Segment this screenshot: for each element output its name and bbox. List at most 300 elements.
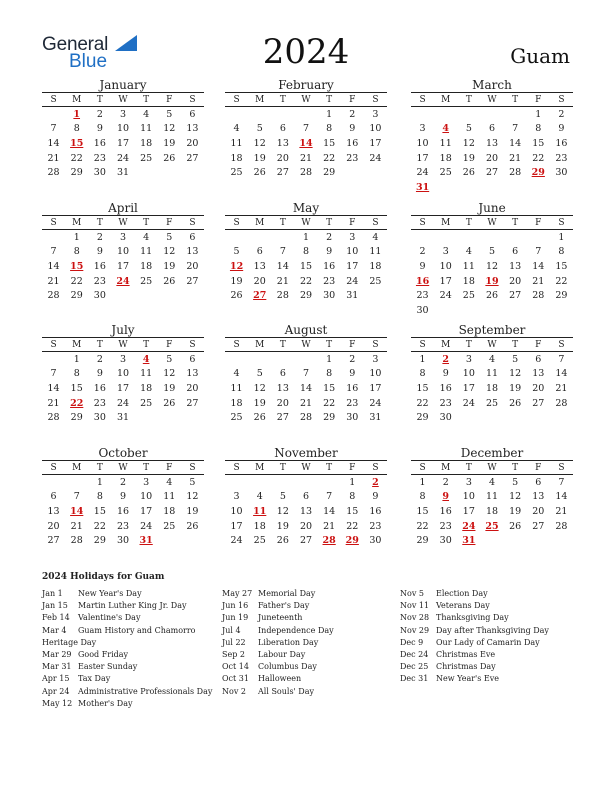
holiday-row [400, 612, 582, 624]
day-cell: 25 [230, 412, 243, 424]
day-cell: 4 [233, 368, 240, 380]
holiday-day-cell: 22 [70, 397, 84, 409]
holiday-day-cell: 28 [322, 535, 336, 547]
day-cell: 7 [535, 246, 542, 258]
empty-cell [504, 533, 527, 548]
week-row [225, 533, 387, 548]
week-row [42, 122, 204, 137]
empty-cell [225, 230, 248, 245]
week-row [411, 288, 573, 303]
day-cell: 8 [419, 491, 426, 503]
day-cell: 2 [326, 231, 333, 243]
weekday-header: T [504, 461, 527, 475]
week-row [411, 490, 573, 505]
month-title: December [460, 446, 524, 460]
empty-cell [42, 107, 65, 122]
day-cell: 18 [369, 260, 382, 272]
week-row [42, 230, 204, 245]
weekday-header: W [480, 216, 503, 230]
holiday-row [42, 673, 220, 685]
day-cell: 14 [323, 505, 336, 517]
weekday-header: T [504, 338, 527, 352]
day-cell: 29 [70, 290, 83, 302]
day-cell: 1 [302, 231, 310, 243]
holiday-row [400, 673, 582, 685]
empty-cell [457, 180, 480, 195]
holiday-date: Jan 1 [42, 589, 63, 598]
weekday-header: W [480, 461, 503, 475]
day-cell: 24 [369, 152, 382, 164]
day-cell: 3 [419, 123, 426, 135]
weekday-header: T [318, 461, 341, 475]
month-october [42, 446, 204, 548]
empty-cell [65, 475, 88, 490]
holiday-date: Nov 2 [222, 686, 246, 696]
day-cell: 18 [485, 505, 499, 517]
empty-cell [457, 303, 480, 318]
week-row [225, 107, 387, 122]
day-cell: 18 [140, 260, 153, 272]
day-cell: 25 [485, 397, 499, 409]
holiday-date: Jul 22 [222, 637, 246, 647]
holiday-name: Thanksgiving Day [436, 613, 509, 623]
day-cell: 2 [558, 108, 565, 120]
day-cell: 24 [416, 167, 429, 179]
day-cell: 20 [186, 137, 199, 149]
day-cell: 29 [70, 167, 83, 179]
empty-cell [158, 165, 181, 180]
holiday-name: Memorial Day [258, 589, 316, 598]
month-september [411, 323, 573, 425]
holiday-row [42, 600, 220, 612]
day-cell: 28 [299, 412, 313, 424]
day-cell: 14 [47, 382, 60, 394]
day-cell: 30 [323, 290, 336, 302]
day-cell: 25 [253, 535, 266, 547]
day-cell: 22 [532, 152, 545, 164]
day-cell: 26 [509, 520, 522, 532]
day-cell: 2 [96, 353, 103, 365]
holiday-row [222, 649, 398, 661]
empty-cell [181, 288, 204, 303]
weekday-header: S [181, 461, 204, 475]
day-cell: 7 [279, 246, 286, 258]
weekday-header: M [65, 93, 88, 107]
weekday-header: M [248, 216, 271, 230]
day-cell: 8 [558, 246, 565, 258]
weekday-header: S [225, 93, 248, 107]
day-cell: 17 [230, 520, 243, 532]
holiday-date: Apr 24 [42, 686, 70, 696]
month-title: June [478, 201, 506, 215]
holiday-row [400, 637, 582, 649]
day-cell: 4 [488, 476, 496, 488]
day-cell: 18 [230, 397, 243, 409]
weekday-header: F [527, 93, 550, 107]
month-title: February [278, 78, 334, 92]
empty-cell [550, 303, 573, 318]
day-cell: 17 [416, 152, 429, 164]
week-row [42, 381, 204, 396]
weekday-header: S [42, 461, 65, 475]
day-cell: 20 [186, 382, 199, 394]
week-row [411, 352, 573, 367]
weekday-header: T [457, 338, 480, 352]
month-may [225, 201, 387, 303]
weekday-header: W [294, 338, 317, 352]
month-title: March [472, 78, 512, 92]
holiday-date: Nov 28 [400, 613, 430, 623]
day-cell: 30 [439, 412, 452, 424]
weekday-header: T [271, 93, 294, 107]
day-cell: 1 [419, 476, 426, 488]
empty-cell [294, 475, 317, 490]
day-cell: 5 [488, 246, 496, 258]
day-cell: 19 [230, 275, 243, 287]
day-cell: 6 [256, 246, 263, 258]
day-cell: 3 [442, 246, 449, 258]
day-cell: 7 [302, 368, 310, 380]
empty-cell [480, 230, 503, 245]
day-cell: 26 [462, 167, 475, 179]
day-cell: 17 [140, 505, 153, 517]
weekday-header: S [550, 461, 573, 475]
day-cell: 19 [163, 260, 176, 272]
week-row [411, 504, 573, 519]
day-cell: 16 [93, 260, 106, 272]
day-cell: 4 [143, 108, 150, 120]
holiday-row [42, 612, 220, 624]
month-august [225, 323, 387, 425]
holiday-row [222, 661, 398, 673]
calendar-year: 2024 [262, 32, 350, 72]
day-cell: 24 [140, 520, 153, 532]
day-cell: 4 [143, 231, 150, 243]
weekday-header: M [434, 93, 457, 107]
day-cell: 30 [346, 412, 359, 424]
week-row [411, 230, 573, 245]
day-cell: 11 [230, 382, 243, 394]
weekday-header: T [457, 461, 480, 475]
day-cell: 13 [299, 505, 313, 517]
day-cell: 27 [485, 167, 499, 179]
day-cell: 13 [276, 382, 289, 394]
weekday-header: T [135, 461, 158, 475]
day-cell: 27 [532, 520, 545, 532]
day-cell: 29 [555, 290, 568, 302]
week-row [411, 165, 573, 180]
day-cell: 8 [349, 491, 356, 503]
week-row [225, 151, 387, 166]
empty-cell [480, 107, 503, 122]
weekday-header: T [457, 216, 480, 230]
day-cell: 8 [419, 368, 426, 380]
empty-cell [135, 410, 158, 425]
day-cell: 12 [509, 491, 522, 503]
day-cell: 5 [166, 231, 173, 243]
day-cell: 18 [140, 137, 153, 149]
day-cell: 18 [485, 382, 499, 394]
day-cell: 25 [140, 152, 153, 164]
holiday-row [400, 625, 582, 637]
day-cell: 8 [96, 491, 103, 503]
day-cell: 17 [346, 260, 359, 272]
weekday-header: F [158, 93, 181, 107]
day-cell: 22 [555, 275, 568, 287]
holiday-name: Good Friday [78, 649, 129, 659]
weekday-header: S [42, 216, 65, 230]
day-cell: 6 [189, 108, 196, 120]
day-cell: 6 [279, 123, 286, 135]
weekday-header: S [225, 338, 248, 352]
day-cell: 10 [416, 137, 429, 149]
empty-cell [434, 303, 457, 318]
month-table [225, 337, 387, 425]
holiday-row [42, 637, 220, 649]
day-cell: 26 [276, 535, 289, 547]
week-row [411, 107, 573, 122]
empty-cell [341, 165, 364, 180]
day-cell: 10 [462, 368, 475, 380]
weekday-header: T [88, 216, 111, 230]
day-cell: 23 [369, 520, 382, 532]
weekday-header: S [550, 216, 573, 230]
day-cell: 1 [419, 353, 426, 365]
week-row [225, 352, 387, 367]
day-cell: 28 [299, 167, 313, 179]
holiday-row [42, 698, 220, 710]
day-cell: 14 [532, 260, 545, 272]
day-cell: 31 [116, 412, 130, 424]
weekday-header: W [111, 93, 134, 107]
day-cell: 31 [116, 167, 130, 179]
weekday-header: T [271, 461, 294, 475]
day-cell: 28 [70, 535, 83, 547]
day-cell: 13 [47, 505, 60, 517]
logo-text-general: General [42, 34, 109, 55]
day-cell: 4 [488, 353, 496, 365]
day-cell: 13 [186, 368, 199, 380]
day-cell: 12 [163, 123, 176, 135]
month-march [411, 78, 573, 195]
empty-cell [42, 352, 65, 367]
day-cell: 11 [485, 368, 499, 380]
empty-cell [504, 107, 527, 122]
weekday-header: T [318, 338, 341, 352]
day-cell: 17 [439, 275, 452, 287]
week-row [411, 519, 573, 534]
day-cell: 13 [485, 137, 499, 149]
holiday-name: Guam History and Chamorro [78, 625, 196, 635]
holiday-day-cell: 4 [142, 353, 150, 365]
month-december [411, 446, 573, 548]
day-cell: 15 [299, 260, 313, 272]
day-cell: 17 [462, 382, 475, 394]
holidays-column [222, 588, 398, 698]
day-cell: 8 [326, 368, 333, 380]
week-row [42, 107, 204, 122]
day-cell: 4 [233, 123, 240, 135]
holiday-name: Day after Thanksgiving Day [436, 625, 549, 635]
empty-cell [225, 475, 248, 490]
day-cell: 15 [416, 505, 429, 517]
holiday-date: Jun 19 [222, 613, 249, 623]
weekday-header: S [411, 93, 434, 107]
holiday-row [222, 686, 398, 698]
weekday-header: M [248, 93, 271, 107]
week-row [42, 259, 204, 274]
day-cell: 3 [143, 476, 150, 488]
day-cell: 4 [256, 491, 263, 503]
day-cell: 3 [372, 108, 379, 120]
week-row [42, 504, 204, 519]
day-cell: 31 [369, 412, 382, 424]
day-cell: 17 [116, 260, 130, 272]
day-cell: 14 [299, 382, 313, 394]
empty-cell [457, 107, 480, 122]
weekday-header: M [248, 461, 271, 475]
day-cell: 29 [93, 535, 106, 547]
weekday-header: M [65, 338, 88, 352]
weekday-header: M [248, 338, 271, 352]
day-cell: 24 [116, 397, 130, 409]
holiday-day-cell: 31 [139, 535, 153, 547]
weekday-header: M [434, 461, 457, 475]
holiday-name: Heritage Day [42, 637, 97, 647]
week-row [225, 136, 387, 151]
holiday-name: Mother's Day [78, 698, 133, 708]
week-row [225, 396, 387, 411]
day-cell: 24 [116, 152, 130, 164]
holidays-title: 2024 Holidays for Guam [42, 572, 165, 582]
day-cell: 18 [140, 382, 153, 394]
day-cell: 9 [326, 246, 333, 258]
day-cell: 26 [253, 412, 266, 424]
day-cell: 14 [47, 137, 60, 149]
day-cell: 28 [509, 167, 522, 179]
day-cell: 20 [253, 275, 266, 287]
holiday-name: Christmas Day [436, 662, 496, 672]
weekday-header: T [504, 93, 527, 107]
day-cell: 5 [166, 353, 173, 365]
empty-cell [434, 230, 457, 245]
day-cell: 22 [416, 520, 429, 532]
empty-cell [181, 533, 204, 548]
week-row [225, 122, 387, 137]
weekday-header: T [88, 338, 111, 352]
holidays-column [42, 588, 220, 710]
day-cell: 26 [186, 520, 199, 532]
day-cell: 9 [96, 368, 103, 380]
weekday-header: S [550, 93, 573, 107]
holiday-row [42, 661, 220, 673]
day-cell: 28 [276, 290, 289, 302]
day-cell: 20 [186, 260, 199, 272]
day-cell: 24 [369, 397, 382, 409]
day-cell: 7 [302, 123, 310, 135]
day-cell: 1 [73, 231, 80, 243]
day-cell: 26 [509, 397, 522, 409]
day-cell: 14 [555, 368, 568, 380]
day-cell: 19 [253, 397, 266, 409]
empty-cell [504, 410, 527, 425]
day-cell: 5 [166, 108, 173, 120]
empty-cell [527, 410, 550, 425]
day-cell: 11 [140, 246, 153, 258]
holiday-row [222, 600, 398, 612]
day-cell: 12 [485, 260, 499, 272]
holiday-name: New Year's Day [78, 589, 142, 598]
day-cell: 7 [50, 368, 57, 380]
weekday-header: S [364, 461, 387, 475]
day-cell: 4 [372, 231, 379, 243]
day-cell: 11 [140, 368, 153, 380]
day-cell: 6 [535, 476, 542, 488]
holiday-day-cell: 9 [442, 491, 450, 503]
holiday-name: All Souls' Day [258, 686, 314, 696]
holiday-date: Jul 4 [222, 625, 241, 635]
day-cell: 27 [47, 535, 60, 547]
weekday-header: M [434, 338, 457, 352]
day-cell: 15 [323, 382, 336, 394]
month-title: May [292, 201, 320, 215]
holiday-row [222, 625, 398, 637]
weekday-header: S [42, 93, 65, 107]
weekday-header: T [88, 93, 111, 107]
day-cell: 27 [186, 397, 199, 409]
day-cell: 27 [509, 290, 522, 302]
day-cell: 21 [47, 275, 60, 287]
holiday-name: New Year's Eve [436, 674, 499, 684]
day-cell: 13 [276, 137, 289, 149]
empty-cell [550, 410, 573, 425]
day-cell: 6 [535, 353, 542, 365]
weekday-header: M [65, 216, 88, 230]
day-cell: 8 [73, 246, 80, 258]
weekday-header: T [318, 216, 341, 230]
country-name: Guam [510, 44, 570, 68]
day-cell: 10 [439, 260, 452, 272]
day-cell: 27 [276, 167, 289, 179]
day-cell: 6 [302, 491, 310, 503]
week-row [42, 288, 204, 303]
holiday-date: May 12 [42, 698, 73, 708]
holiday-day-cell: 16 [415, 275, 430, 287]
day-cell: 19 [509, 505, 522, 517]
holiday-name: Veterans Day [436, 601, 490, 611]
holiday-day-cell: 31 [462, 535, 476, 547]
day-cell: 22 [70, 152, 83, 164]
day-cell: 8 [326, 123, 333, 135]
holiday-day-cell: 14 [299, 137, 313, 149]
day-cell: 8 [535, 123, 542, 135]
holiday-date: Feb 14 [42, 613, 70, 623]
empty-cell [42, 230, 65, 245]
day-cell: 18 [163, 505, 176, 517]
day-cell: 21 [299, 152, 313, 164]
holiday-date: Dec 24 [400, 649, 429, 659]
week-row [225, 504, 387, 519]
month-title: January [99, 78, 147, 92]
day-cell: 12 [276, 505, 289, 517]
week-row [411, 245, 573, 260]
day-cell: 6 [512, 246, 519, 258]
holiday-day-cell: 2 [442, 353, 450, 365]
holiday-row [42, 625, 220, 637]
holiday-row [42, 686, 220, 698]
day-cell: 12 [186, 491, 199, 503]
day-cell: 5 [256, 123, 263, 135]
